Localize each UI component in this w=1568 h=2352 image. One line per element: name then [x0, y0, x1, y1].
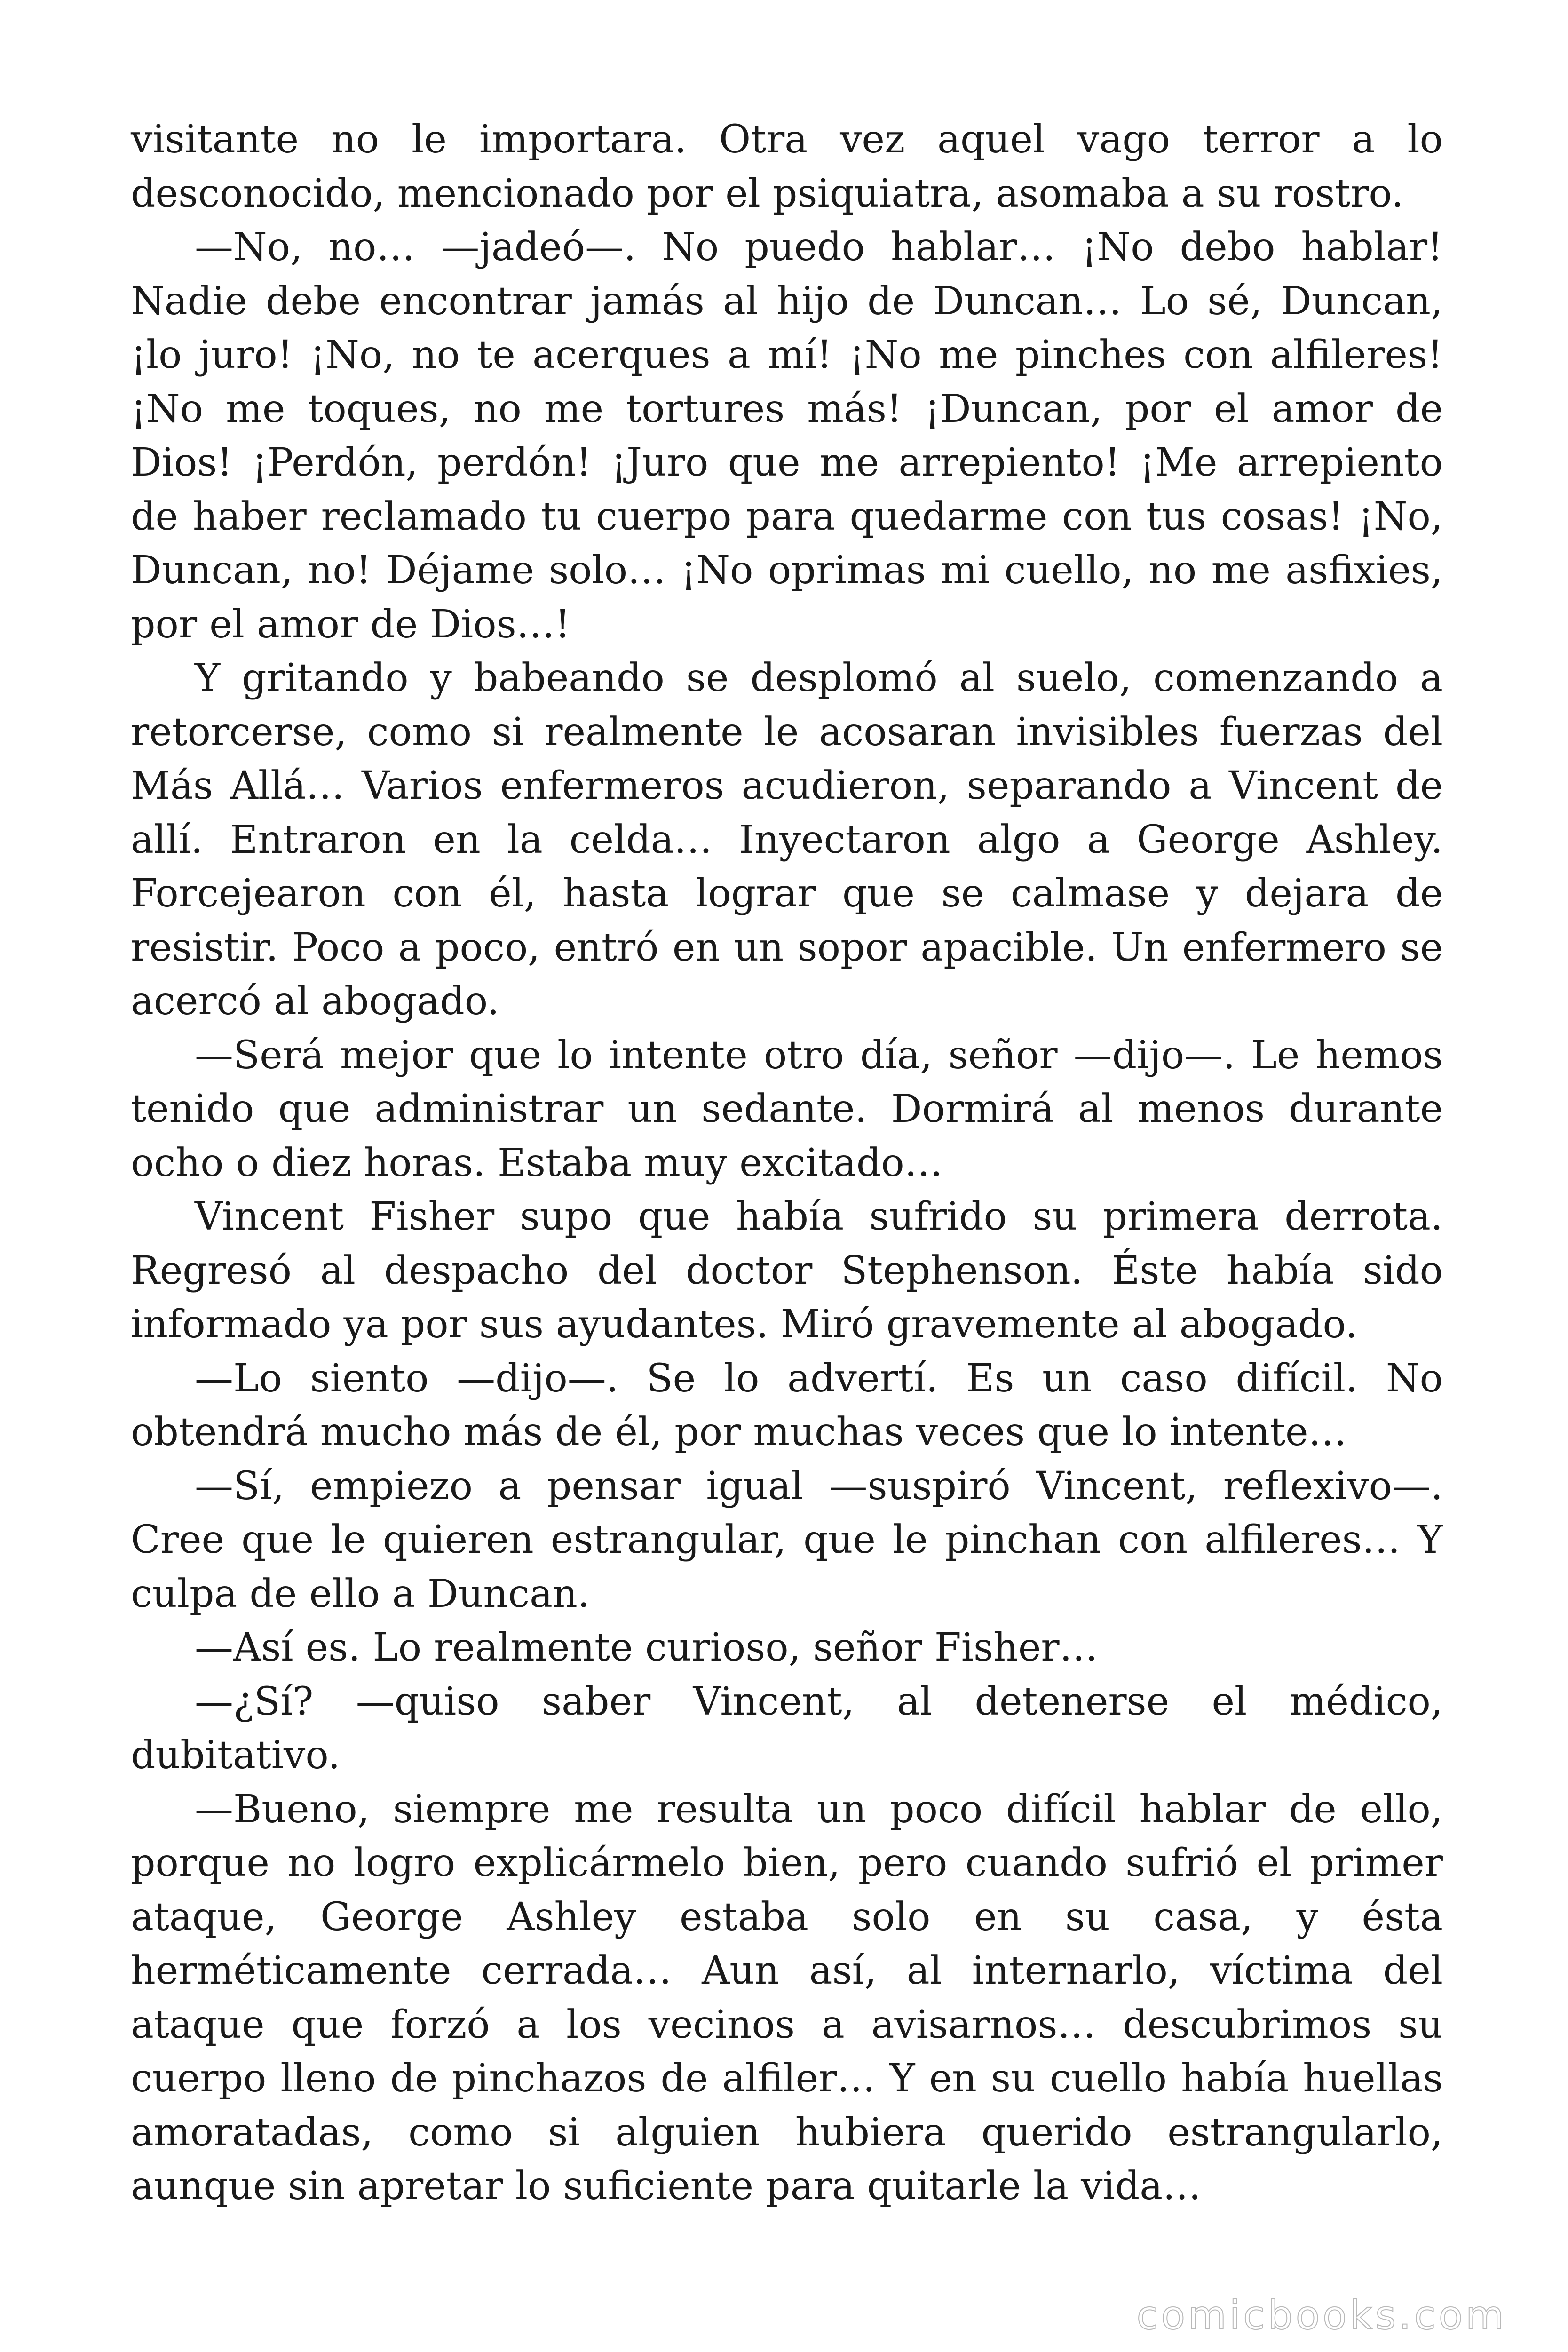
paragraph: Y gritando y babeando se desplomó al suelo, comenzando a retorcerse, como si realmente le acosaran invisibles fuerzas del Más Allá… Varios enfermeros acudieron, separando a Vincent de allí. Entraron en la celda… Inyectaron algo a George Ashley. Forcejearon con él, hasta lograr que se calmase y dejara de resistir. Poco a poco, entró en un sopor apacible. Un enfermero se acercó al abogado. — [131, 656, 1443, 1024]
body-text — [131, 113, 1443, 2214]
paragraph: —No, no… —jadeó—. No puedo hablar… ¡No debo hablar! Nadie debe encontrar jamás al hijo de Duncan… Lo sé, Duncan, ¡lo juro! ¡No, no te acerques a mí! ¡No me pinches con alfileres! ¡No me toques, no me tortures más! ¡Duncan, por el amor de Dios! ¡Perdón, perdón! ¡Juro que me arrepiento! ¡Me arrepiento de haber reclamado tu cuerpo para quedarme con tus cosas! ¡No, Duncan, no! Déjame solo… ¡No oprimas mi cuello, no me asfixies, por el amor de Dios…! — [131, 225, 1443, 647]
paragraph: —Será mejor que lo intente otro día, señor —dijo—. Le hemos tenido que administrar un sedante. Dormirá al menos durante ocho o diez horas. Estaba muy excitado… — [131, 1033, 1443, 1185]
paragraph: —Sí, empiezo a pensar igual —suspiró Vincent, reflexivo—. Cree que le quieren estrangular, que le pinchan con alfileres… Y culpa de ello a Duncan. — [131, 1463, 1443, 1616]
paragraph: —Lo siento —dijo—. Se lo advertí. Es un caso difícil. No obtendrá mucho más de él, por muchas veces que lo intente… — [131, 1356, 1443, 1454]
paragraph: —¿Sí? —quiso saber Vincent, al detenerse el médico, dubitativo. — [131, 1679, 1443, 1778]
paragraph: visitante no le importara. Otra vez aquel vago terror a lo desconocido, mencionado por el psiquiatra, asomaba a su rostro. — [131, 117, 1443, 216]
paragraph: Vincent Fisher supo que había sufrido su primera derrota. Regresó al despacho del doctor Stephenson. Éste había sido informado ya por sus ayudantes. Miró gravemente al abogado. — [131, 1194, 1443, 1347]
paragraph: —Así es. Lo realmente curioso, señor Fisher… — [195, 1625, 1098, 1670]
watermark: comicbooks.com — [1136, 2292, 1507, 2338]
paragraph: —Bueno, siempre me resulta un poco difícil hablar de ello, porque no logro explicármelo bien, pero cuando sufrió el primer ataque, George Ashley estaba solo en su casa, y ésta herméticamente cerrada… Aun así, al internarlo, víctima del ataque que forzó a los vecinos a avisarnos… descubrimos su cuerpo lleno de pinchazos de alfiler… Y en su cuello había huellas amoratadas, como si alguien hubiera querido estrangularlo, aunque sin apretar lo suficiente para quitarle la vida… — [131, 1787, 1443, 2209]
